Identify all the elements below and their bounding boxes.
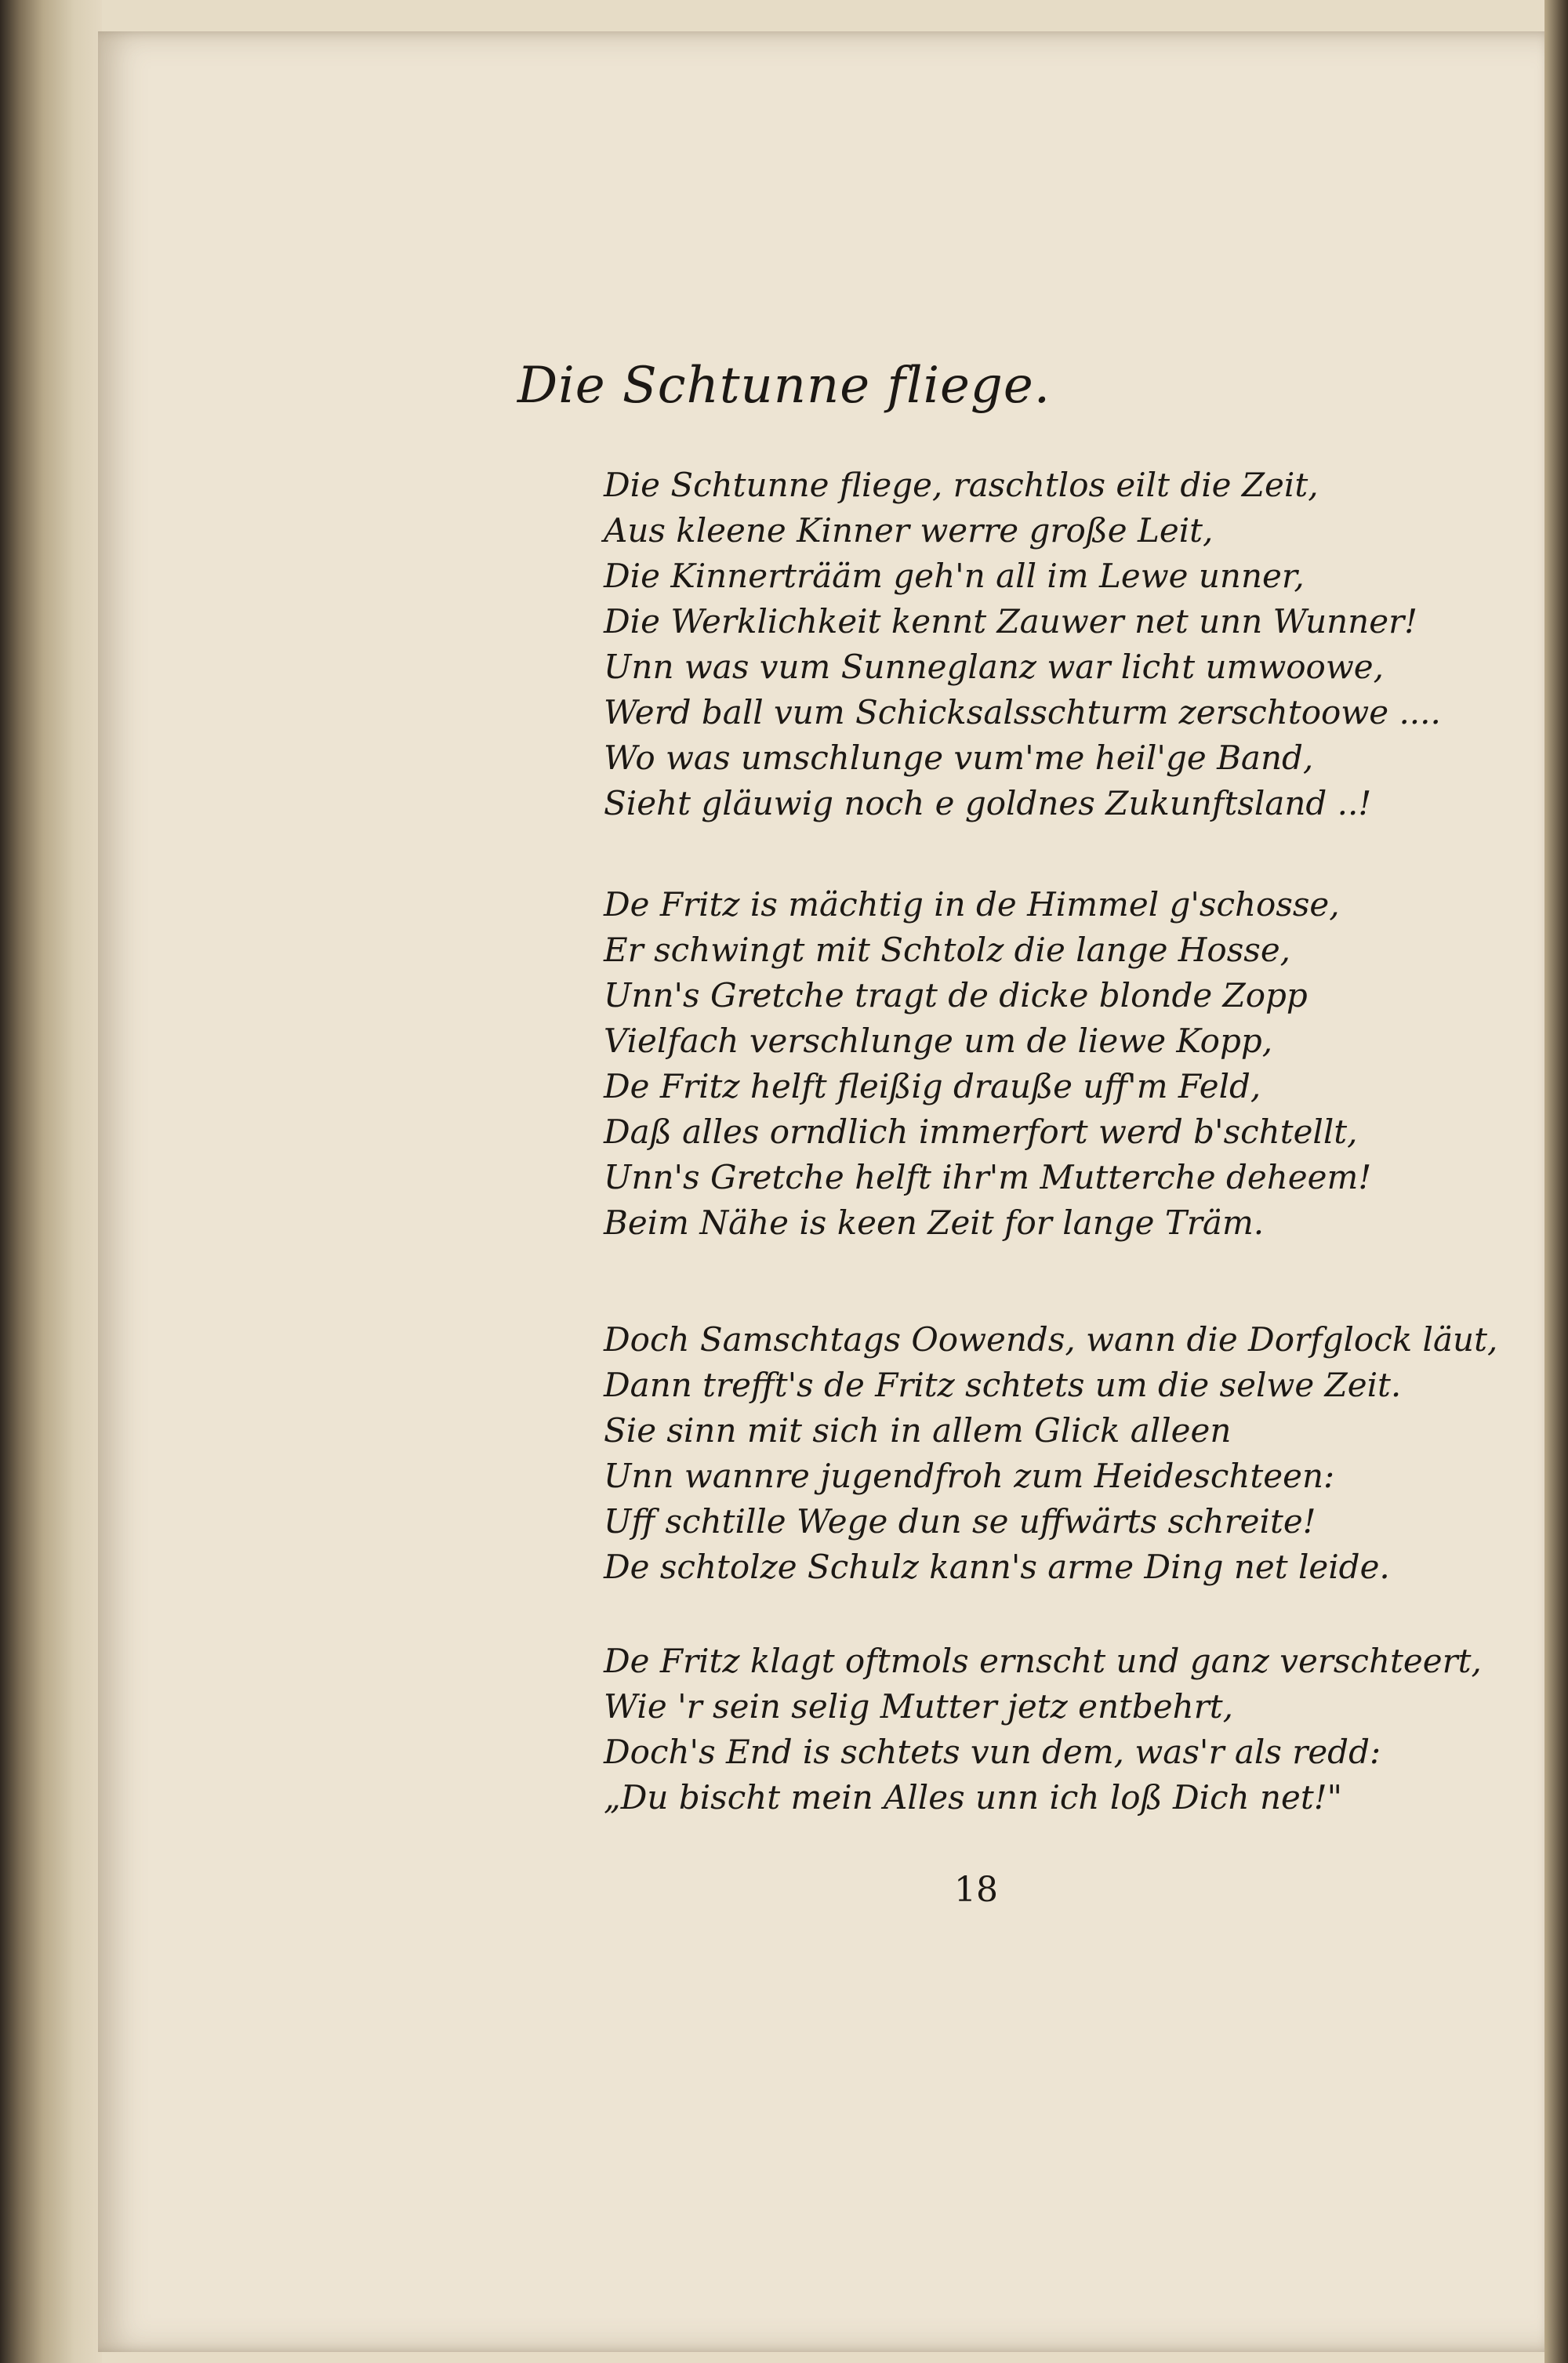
stanza-3 — [604, 1317, 1505, 1590]
poem-line: Unn's Gretche tragt de dicke blonde Zopp — [604, 976, 1308, 1015]
poem-line: Daß alles orndlich immerfort werd b'schtellt, — [604, 1113, 1358, 1151]
stanza-1 — [604, 463, 1505, 826]
poem-line: Wie 'r sein selig Mutter jetz entbehrt, — [604, 1687, 1234, 1726]
poem-line: Unn was vum Sunneglanz war licht umwoowe, — [604, 648, 1384, 686]
poem-line: Er schwingt mit Schtolz die lange Hosse, — [604, 931, 1291, 969]
page-number: 18 — [954, 1870, 998, 1910]
book-spine — [1544, 0, 1568, 2363]
poem-line: Unn's Gretche helft ihr'm Mutterche deheem! — [604, 1158, 1372, 1196]
poem-line: Doch's End is schtets vun dem, was'r als redd: — [604, 1733, 1381, 1771]
poem-line: Unn wannre jugendfroh zum Heideschteen: — [604, 1457, 1335, 1495]
poem-title: Die Schtunne fliege. — [517, 357, 1051, 415]
poem-line: Werd ball vum Schicksalsschturm zerschtoowe .... — [604, 693, 1441, 731]
poem-line: Sie sinn mit sich in allem Glick alleen — [604, 1411, 1232, 1450]
poem-line: De Fritz klagt oftmols ernscht und ganz verschteert, — [604, 1642, 1482, 1680]
poem-line: Die Kinnerträäm geh'n all im Lewe unner, — [604, 557, 1305, 595]
poem-line: De Fritz is mächtig in de Himmel g'schosse, — [604, 885, 1340, 924]
poem-line: Sieht gläuwig noch e goldnes Zukunftsland ..! — [604, 784, 1372, 822]
poem-line: De Fritz helft fleißig drauße uff'm Feld, — [604, 1067, 1261, 1105]
poem-line: „Du bischt mein Alles unn ich loß Dich net!" — [604, 1778, 1342, 1817]
poem-line: Uff schtille Wege dun se uffwärts schreite! — [604, 1502, 1316, 1541]
poem-line: Die Werklichkeit kennt Zauwer net unn Wunner! — [604, 602, 1418, 641]
poem-line: Doch Samschtags Oowends, wann die Dorfglock läut, — [604, 1320, 1498, 1359]
poem-line: Vielfach verschlunge um de liewe Kopp, — [604, 1022, 1273, 1060]
poem-line: Aus kleene Kinner werre große Leit, — [604, 511, 1214, 550]
book-cover-edge — [0, 0, 102, 2363]
stanza-2 — [604, 882, 1505, 1246]
poem-line: Beim Nähe is keen Zeit for lange Träm. — [604, 1203, 1265, 1242]
poem-line: De schtolze Schulz kann's arme Ding net leide. — [604, 1548, 1390, 1586]
stanza-4 — [604, 1639, 1505, 1820]
poem-line: Die Schtunne fliege, raschtlos eilt die Zeit, — [604, 466, 1319, 504]
poem-line: Wo was umschlunge vum'me heil'ge Band, — [604, 739, 1314, 777]
poem-line: Dann trefft's de Fritz schtets um die selwe Zeit. — [604, 1366, 1402, 1404]
